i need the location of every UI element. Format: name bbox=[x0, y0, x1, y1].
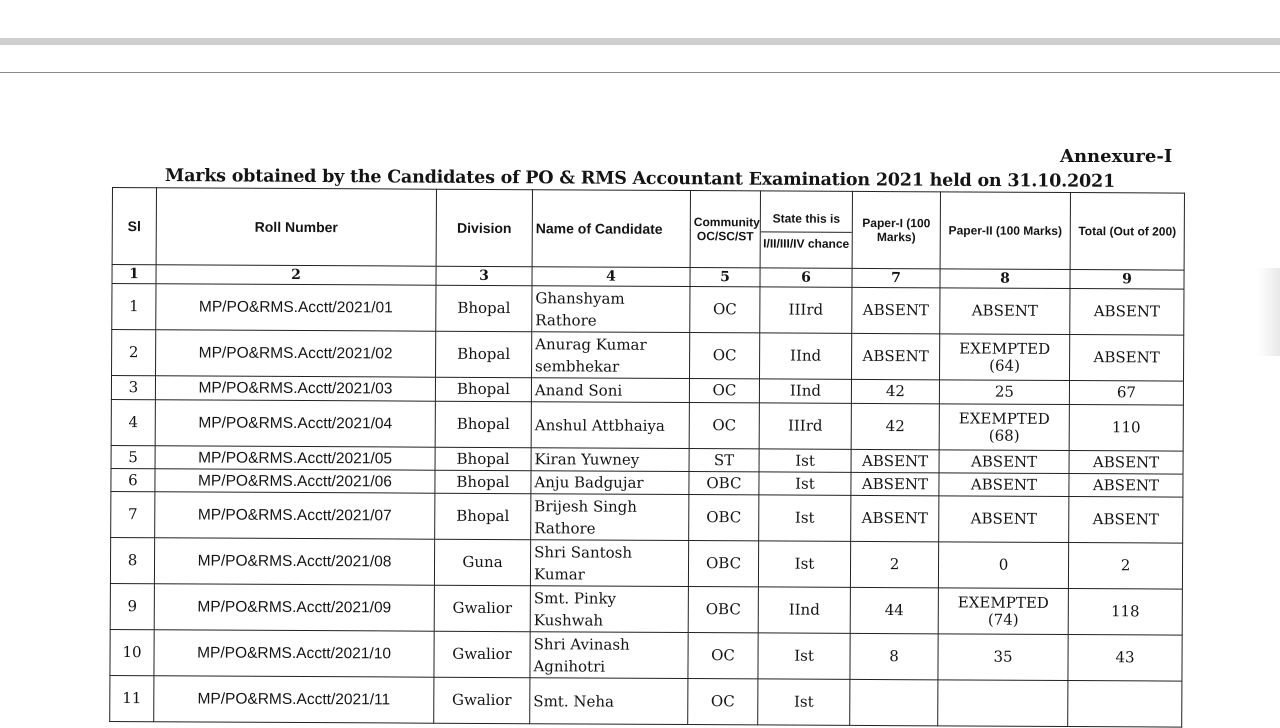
community-cell: OC bbox=[689, 403, 759, 449]
total-cell: ABSENT bbox=[1069, 451, 1183, 475]
header-candidate-name: Name of Candidate bbox=[532, 190, 690, 268]
division-cell: Bhopal bbox=[436, 331, 532, 378]
table-row bbox=[110, 675, 1182, 727]
chance-cell: IIIrd bbox=[760, 287, 852, 333]
column-number: 1 bbox=[112, 265, 156, 284]
table-row bbox=[111, 491, 1183, 543]
header-state-chance bbox=[760, 191, 852, 268]
community-cell: OC bbox=[690, 333, 760, 379]
roll-number-cell: MP/PO&RMS.Acctt/2021/10 bbox=[154, 630, 434, 677]
column-number: 4 bbox=[532, 267, 690, 287]
table-row bbox=[110, 583, 1182, 635]
total-cell bbox=[1068, 681, 1182, 728]
division-cell: Gwalior bbox=[434, 677, 530, 724]
community-cell: OBC bbox=[689, 472, 759, 495]
table-row bbox=[112, 330, 1184, 382]
roll-number-cell: MP/PO&RMS.Acctt/2021/06 bbox=[155, 469, 435, 493]
paper-2-cell: ABSENT bbox=[940, 288, 1070, 335]
serial-cell: 7 bbox=[111, 491, 155, 537]
chance-cell: Ist bbox=[758, 679, 850, 725]
roll-number-cell: MP/PO&RMS.Acctt/2021/04 bbox=[155, 400, 435, 447]
chance-cell: IInd bbox=[758, 587, 850, 633]
header-sl: Sl bbox=[112, 188, 156, 265]
paper-1-cell: 42 bbox=[851, 403, 939, 449]
paper-1-cell: ABSENT bbox=[852, 287, 940, 333]
header-paper-2: Paper-II (100 Marks) bbox=[940, 192, 1070, 270]
marks-table bbox=[109, 187, 1185, 728]
candidate-name-cell: Brijesh Singh Rathore bbox=[531, 494, 689, 541]
candidate-name-cell: Ghanshyam Rathore bbox=[532, 286, 690, 333]
chance-cell: Ist bbox=[758, 541, 850, 587]
serial-cell: 6 bbox=[111, 468, 155, 491]
column-number: 5 bbox=[690, 268, 760, 287]
header-state-bottom: I/II/III/IV chance bbox=[763, 235, 850, 251]
community-cell: OBC bbox=[688, 587, 758, 633]
total-cell: 67 bbox=[1069, 381, 1183, 406]
paper-1-cell: ABSENT bbox=[852, 333, 940, 379]
header-state-top: State this is bbox=[761, 209, 852, 232]
community-cell: ST bbox=[689, 449, 759, 472]
paper-1-cell: 42 bbox=[851, 379, 939, 403]
paper-1-cell: ABSENT bbox=[851, 449, 939, 472]
paper-2-cell: ABSENT bbox=[939, 496, 1069, 543]
paper-1-cell: 8 bbox=[850, 633, 938, 679]
candidate-name-cell: Anurag Kumar sembhekar bbox=[532, 332, 690, 379]
roll-number-cell: MP/PO&RMS.Acctt/2021/02 bbox=[156, 330, 436, 377]
serial-cell: 2 bbox=[112, 330, 156, 376]
table-row bbox=[110, 629, 1182, 681]
serial-cell: 8 bbox=[110, 537, 154, 583]
serial-cell: 11 bbox=[110, 675, 154, 721]
serial-cell: 10 bbox=[110, 629, 154, 675]
division-cell: Gwalior bbox=[434, 585, 530, 632]
serial-cell: 3 bbox=[111, 376, 155, 400]
division-cell: Bhopal bbox=[435, 493, 531, 540]
chance-cell: Ist bbox=[759, 495, 851, 541]
roll-number-cell: MP/PO&RMS.Acctt/2021/03 bbox=[155, 376, 435, 401]
top-divider-thin bbox=[0, 72, 1280, 73]
total-cell: ABSENT bbox=[1069, 335, 1183, 382]
paper-1-cell: ABSENT bbox=[851, 495, 939, 541]
paper-1-cell: 44 bbox=[850, 587, 938, 633]
serial-cell: 9 bbox=[110, 583, 154, 629]
header-paper-1: Paper-I (100 Marks) bbox=[852, 191, 940, 268]
division-cell: Guna bbox=[434, 539, 530, 586]
paper-1-cell: 2 bbox=[850, 541, 938, 587]
candidate-name-cell: Kiran Yuwney bbox=[531, 448, 689, 472]
paper-2-cell: EXEMPTED (74) bbox=[938, 588, 1068, 635]
community-cell: OBC bbox=[688, 541, 758, 587]
candidate-name-cell: Shri Santosh Kumar bbox=[530, 540, 688, 587]
roll-number-cell: MP/PO&RMS.Acctt/2021/08 bbox=[154, 538, 434, 585]
roll-number-cell: MP/PO&RMS.Acctt/2021/11 bbox=[154, 676, 434, 723]
candidate-name-cell: Anshul Attbhaiya bbox=[531, 402, 689, 449]
column-number: 3 bbox=[436, 266, 532, 286]
paper-2-cell: EXEMPTED (64) bbox=[940, 334, 1070, 381]
table-row bbox=[112, 284, 1184, 336]
paper-1-cell bbox=[850, 679, 938, 725]
column-number: 8 bbox=[940, 269, 1070, 289]
paper-2-cell: 0 bbox=[938, 542, 1068, 589]
candidate-name-cell: Shri Avinash Agnihotri bbox=[530, 632, 688, 679]
community-cell: OC bbox=[688, 679, 758, 725]
paper-1-cell: ABSENT bbox=[851, 472, 939, 495]
community-cell: OC bbox=[689, 379, 759, 403]
paper-2-cell: 35 bbox=[938, 634, 1068, 681]
community-cell: OC bbox=[688, 633, 758, 679]
page-edge-shadow bbox=[1258, 268, 1280, 356]
division-cell: Bhopal bbox=[435, 401, 531, 448]
header-row bbox=[112, 188, 1184, 271]
serial-cell: 5 bbox=[111, 445, 155, 468]
column-number: 7 bbox=[852, 268, 940, 287]
chance-cell: Ist bbox=[759, 472, 851, 495]
header-division: Division bbox=[436, 189, 532, 267]
column-number: 2 bbox=[156, 265, 436, 285]
header-roll-number: Roll Number bbox=[156, 188, 436, 266]
chance-cell: Ist bbox=[759, 449, 851, 472]
total-cell: 43 bbox=[1068, 635, 1182, 682]
total-cell: ABSENT bbox=[1069, 474, 1183, 498]
chance-cell: IInd bbox=[759, 379, 851, 403]
chance-cell: Ist bbox=[758, 633, 850, 679]
roll-number-cell: MP/PO&RMS.Acctt/2021/09 bbox=[154, 584, 434, 631]
header-community: Community OC/SC/ST bbox=[690, 191, 760, 268]
serial-cell: 1 bbox=[112, 284, 156, 330]
serial-cell: 4 bbox=[111, 399, 155, 445]
total-cell: ABSENT bbox=[1069, 497, 1183, 544]
division-cell: Bhopal bbox=[435, 470, 531, 494]
total-cell: 118 bbox=[1068, 589, 1182, 636]
candidate-name-cell: Smt. Neha bbox=[530, 678, 688, 725]
table-row bbox=[110, 537, 1182, 589]
community-cell: OBC bbox=[689, 495, 759, 541]
column-number: 9 bbox=[1070, 270, 1184, 290]
total-cell: 2 bbox=[1068, 543, 1182, 590]
paper-2-cell: EXEMPTED (68) bbox=[939, 404, 1069, 451]
division-cell: Gwalior bbox=[434, 631, 530, 678]
header-total: Total (Out of 200) bbox=[1070, 193, 1184, 271]
annexure-label: Annexure-I bbox=[1060, 146, 1173, 167]
total-cell: 110 bbox=[1069, 405, 1183, 452]
division-cell: Bhopal bbox=[435, 447, 531, 471]
candidate-name-cell: Anju Badgujar bbox=[531, 471, 689, 495]
roll-number-cell: MP/PO&RMS.Acctt/2021/01 bbox=[156, 284, 436, 331]
column-number: 6 bbox=[760, 268, 852, 287]
candidate-name-cell: Anand Soni bbox=[531, 378, 689, 403]
roll-number-cell: MP/PO&RMS.Acctt/2021/07 bbox=[155, 492, 435, 539]
document-title: Marks obtained by the Candidates of PO & RMS Accountant Examination 2021 held on 31.10.2021 bbox=[164, 166, 1116, 192]
table-row bbox=[111, 399, 1183, 451]
paper-2-cell: 25 bbox=[939, 380, 1069, 405]
chance-cell: IInd bbox=[760, 333, 852, 379]
community-cell: OC bbox=[690, 287, 760, 333]
division-cell: Bhopal bbox=[436, 285, 532, 332]
chance-cell: IIIrd bbox=[759, 403, 851, 449]
total-cell: ABSENT bbox=[1070, 289, 1184, 336]
top-divider-thick bbox=[0, 38, 1280, 45]
paper-2-cell: ABSENT bbox=[939, 473, 1069, 497]
paper-2-cell: ABSENT bbox=[939, 450, 1069, 474]
candidate-name-cell: Smt. Pinky Kushwah bbox=[530, 586, 688, 633]
roll-number-cell: MP/PO&RMS.Acctt/2021/05 bbox=[155, 446, 435, 470]
division-cell: Bhopal bbox=[435, 377, 531, 402]
